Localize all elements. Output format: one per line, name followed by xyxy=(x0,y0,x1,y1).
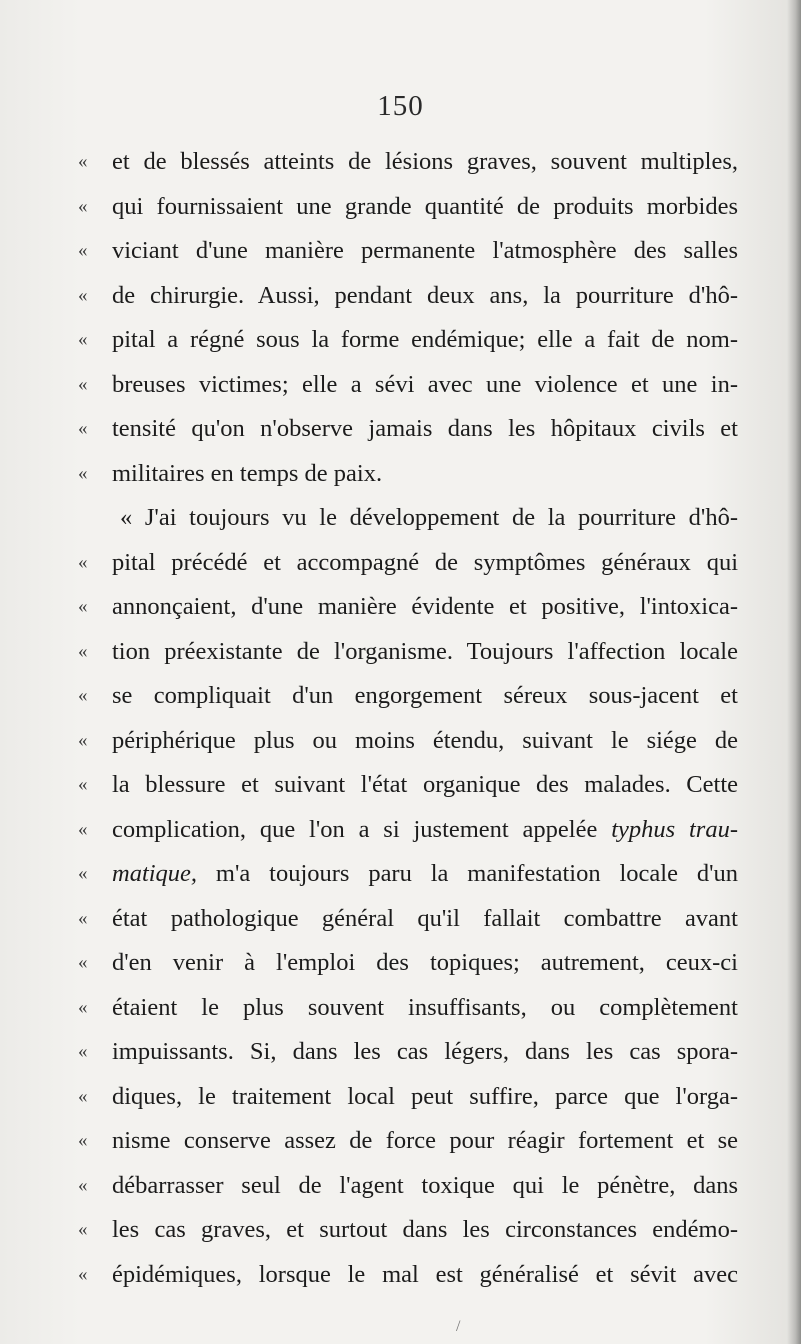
line-content: la blessure et suivant l'état organique des malades. Cette xyxy=(112,771,738,798)
quote-mark: « xyxy=(78,418,88,439)
quote-mark: « xyxy=(78,952,88,973)
quote-mark: « xyxy=(78,462,88,484)
text-line xyxy=(78,941,738,986)
text-line xyxy=(78,274,738,319)
paragraph-start-line xyxy=(112,496,738,541)
line-content: se compliquait d'un engorgement séreux sous-jacent et xyxy=(112,682,738,709)
line-content: les cas graves, et surtout dans les circonstances endémo- xyxy=(112,1216,738,1243)
quote-mark: « xyxy=(78,195,88,217)
text-line xyxy=(78,1075,738,1120)
text-line xyxy=(78,452,738,497)
quote-mark: « xyxy=(78,996,88,1018)
text-line xyxy=(78,318,738,363)
quote-mark: « xyxy=(78,863,88,884)
line-content: état pathologique général qu'il fallait combattre avant xyxy=(112,904,738,932)
line-content: annonçaient, d'une manière évidente et positive, l'intoxica- xyxy=(112,593,738,620)
quote-mark: « xyxy=(78,818,88,840)
line-content: de chirurgie. Aussi, pendant deux ans, la pourriture d'hô- xyxy=(112,281,738,309)
text-line xyxy=(78,674,738,719)
line-content: qui fournissaient une grande quantité de produits morbides xyxy=(112,192,738,220)
quote-mark: « xyxy=(78,1041,88,1062)
text-line xyxy=(78,1253,738,1298)
quote-mark: « xyxy=(78,685,88,706)
text-line xyxy=(78,852,738,897)
text-line xyxy=(78,719,738,764)
line-content: diques, le traitement local peut suffire, parce que l'orga- xyxy=(112,1082,738,1110)
line-content xyxy=(112,808,738,853)
line-content: nisme conserve assez de force pour réagir fortement et se xyxy=(112,1127,738,1154)
line-content: « J'ai toujours vu le développement de la pourriture d'hô- xyxy=(120,504,738,531)
page-number: 150 xyxy=(377,90,424,122)
line-content: impuissants. Si, dans les cas légers, dans les cas spora- xyxy=(112,1038,738,1065)
page-edge-shadow xyxy=(787,0,801,1344)
text-line xyxy=(78,1208,738,1253)
text-line xyxy=(78,363,738,408)
quote-mark: « xyxy=(78,551,88,573)
text-line xyxy=(78,986,738,1031)
quote-mark: « xyxy=(78,640,88,662)
line-text-italic: typhus trau- xyxy=(611,815,738,843)
quote-mark: « xyxy=(78,284,88,306)
text-line xyxy=(78,407,738,452)
quote-mark: « xyxy=(78,774,88,795)
line-content: débarrasser seul de l'agent toxique qui le pénètre, dans xyxy=(112,1171,738,1199)
line-text-regular-after: m'a toujours paru la manifestation locale d'un xyxy=(197,860,738,887)
line-content: tion préexistante de l'organisme. Toujours l'affection locale xyxy=(112,637,738,665)
text-line xyxy=(78,763,738,808)
quote-mark: « xyxy=(78,151,88,172)
line-content: militaires en temps de paix. xyxy=(112,459,383,487)
line-content: épidémiques, lorsque le mal est généralisé et sévit avec xyxy=(112,1260,738,1288)
line-content: pital précédé et accompagné de symptômes généraux qui xyxy=(112,548,738,576)
text-line xyxy=(78,808,738,853)
quote-mark: « xyxy=(78,1263,88,1285)
text-line xyxy=(78,585,738,630)
text-line xyxy=(78,1030,738,1075)
line-content: tensité qu'on n'observe jamais dans les hôpitaux civils et xyxy=(112,415,738,442)
quote-mark: « xyxy=(78,373,88,395)
line-content: pital a régné sous la forme endémique; elle a fait de nom- xyxy=(112,326,738,353)
text-line xyxy=(78,229,738,274)
text-line xyxy=(78,630,738,675)
text-line xyxy=(78,897,738,942)
text-line xyxy=(78,140,738,185)
quote-mark: « xyxy=(78,1130,88,1151)
line-content: viciant d'une manière permanente l'atmosphère des salles xyxy=(112,237,738,264)
quote-mark: « xyxy=(78,1085,88,1107)
line-content: breuses victimes; elle a sévi avec une violence et une in- xyxy=(112,370,738,398)
quote-mark: « xyxy=(78,907,88,929)
quote-mark: « xyxy=(78,1219,88,1240)
line-content: et de blessés atteints de lésions graves, souvent multiples, xyxy=(112,148,738,175)
line-text-italic: matique, xyxy=(112,860,198,887)
line-content: étaient le plus souvent insuffisants, ou complètement xyxy=(112,993,738,1021)
quote-mark: « xyxy=(78,240,88,261)
footer-mark: / xyxy=(456,1318,461,1335)
text-line xyxy=(78,1164,738,1209)
line-content: d'en venir à l'emploi des topiques; autrement, ceux-ci xyxy=(112,949,738,976)
quote-mark: « xyxy=(78,729,88,751)
line-text-regular: complication, que l'on a si justement appelée xyxy=(112,815,612,843)
text-line xyxy=(78,185,738,230)
quote-mark: « xyxy=(78,329,88,350)
quote-mark: « xyxy=(78,1174,88,1196)
text-line xyxy=(78,541,738,586)
line-content xyxy=(112,852,738,897)
quote-mark: « xyxy=(78,596,88,617)
text-line xyxy=(78,1119,738,1164)
body-text xyxy=(78,140,738,1297)
line-content: périphérique plus ou moins étendu, suivant le siége de xyxy=(112,726,738,754)
